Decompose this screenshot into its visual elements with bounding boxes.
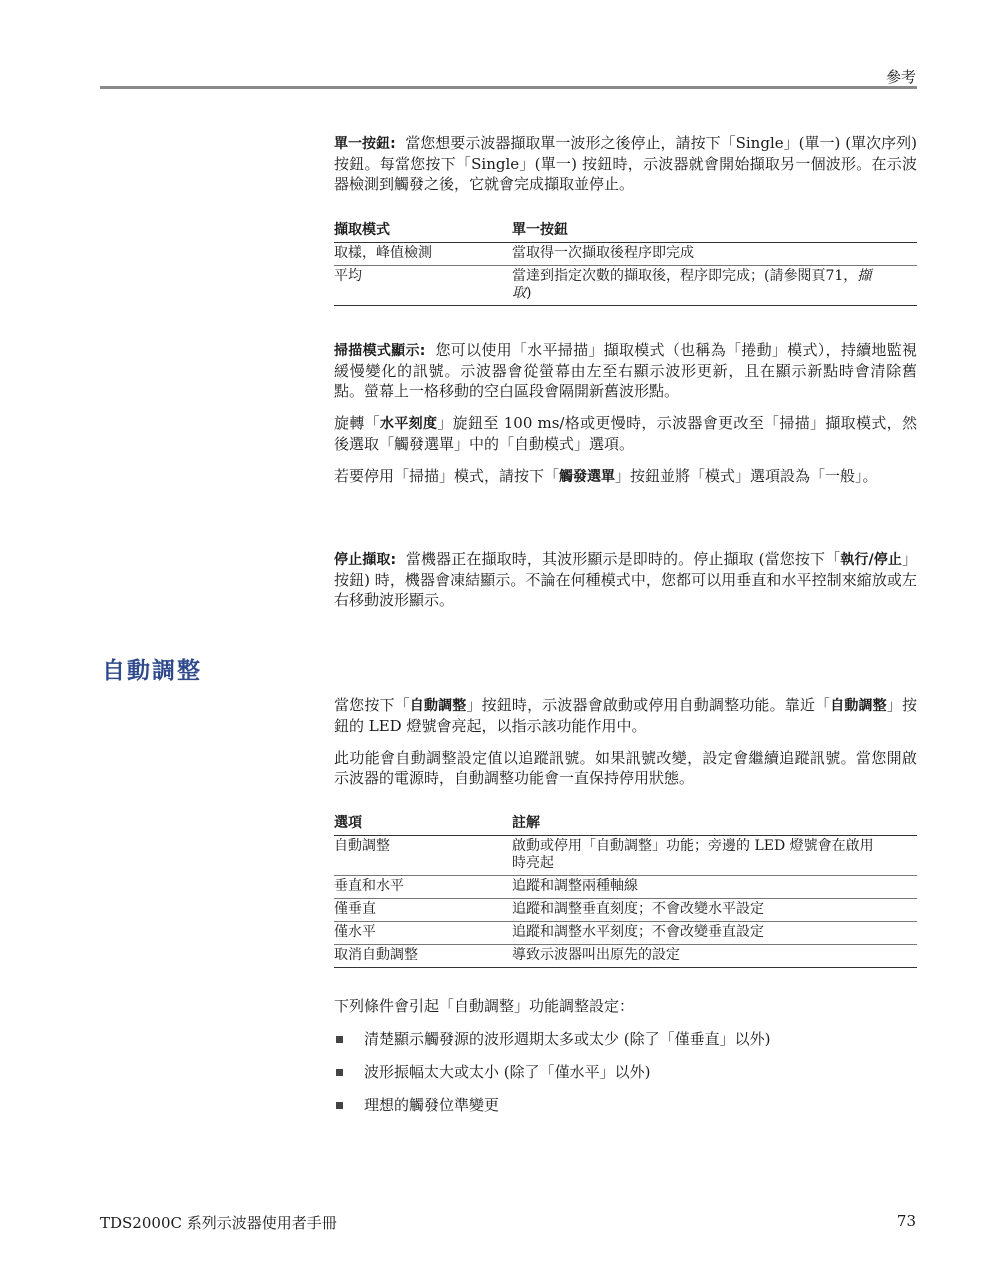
table-cell-note: 追蹤和調整兩種軸線 — [512, 876, 917, 899]
list-item — [334, 1095, 917, 1115]
text: 」按鈕並將「模式」選項設為「一般」。 — [615, 467, 878, 485]
square-bullet-icon — [336, 1102, 343, 1109]
list-item-text: 理想的觸發位準變更 — [364, 1096, 500, 1114]
acquisition-mode-table — [334, 219, 917, 306]
conditions-intro-block — [334, 996, 917, 1016]
scan-mode-text: 您可以使用「水平掃描」擷取模式（也稱為「捲動」模式），持續地監視緩慢變化的訊號。示波器會從螢幕由左至右顯示波形更新，且在顯示新點時會清除舊點。螢幕上一格移動的空白區段會隔開新舊波形點。 — [334, 341, 917, 400]
single-button-section — [334, 133, 917, 194]
autorange-heading: 自動調整 — [102, 658, 202, 684]
table-cell-option: 垂直和水平 — [334, 876, 512, 899]
table-cell-desc: 當取得一次擷取後程序即完成 — [512, 243, 917, 266]
table-header-cell: 擷取模式 — [334, 219, 512, 243]
text: 」按鈕) 時，機器會凍結顯示。不論在何種模式中，您都可以用垂直和水平控制來縮放或左右移動波形顯示。 — [334, 550, 917, 609]
square-bullet-icon — [336, 1036, 343, 1043]
single-button-term: 單一按鈕: — [334, 136, 396, 152]
conditions-intro: 下列條件會引起「自動調整」功能調整設定： — [334, 997, 635, 1015]
text: 」按鈕時，示波器會啟動或停用自動調整功能。靠近「 — [466, 696, 831, 714]
desc-text-end: ) — [526, 285, 532, 301]
horizontal-scale-label: 水平刻度 — [380, 416, 438, 432]
table-cell-option: 自動調整 — [334, 836, 512, 876]
table-cell-desc — [512, 266, 917, 306]
table-cell-mode: 平均 — [334, 266, 512, 306]
footer-page-number: 73 — [896, 1212, 916, 1230]
autorange-section — [334, 695, 917, 788]
single-button-text: 當您想要示波器擷取單一波形之後停止，請按下「Single」(單一) (單次序列) 按鈕。每當您按下「Single」(單一) 按鈕時，示波器就會開始擷取另一個波形。在示波器檢測到觸發之後，它就會完成擷取並停止。 — [334, 134, 917, 193]
text: 」旋鈕至 100 ms/格或更慢時，示波器會更改至「掃描」擷取模式，然後選取「觸發選單」中的「自動模式」選項。 — [334, 414, 918, 453]
autorange-options-table — [334, 812, 917, 968]
table-header-row — [334, 812, 917, 836]
table-row — [334, 243, 917, 266]
table-header-cell: 選項 — [334, 812, 512, 836]
autorange-label: 自動調整 — [830, 698, 887, 714]
table-row — [334, 836, 917, 876]
text: 若要停用「掃描」模式，請按下「 — [334, 467, 560, 485]
footer-manual-title: TDS2000C 系列示波器使用者手冊 — [100, 1214, 337, 1232]
scan-mode-section — [334, 340, 917, 487]
text: 當機器正在擷取時，其波形顯示是即時的。停止擷取 (當您按下「 — [405, 550, 841, 568]
text: 旋轉「 — [334, 414, 380, 432]
square-bullet-icon — [336, 1069, 343, 1076]
list-item — [334, 1029, 917, 1049]
desc-text: 當達到指定次數的擷取後，程序即完成；(請參閱頁71， — [512, 268, 858, 284]
stop-acquisition-term: 停止擷取: — [334, 552, 397, 568]
autorange-paragraph-1 — [334, 695, 917, 736]
conditions-list — [334, 1029, 917, 1128]
table-cell-note: 啟動或停用「自動調整」功能；旁邊的 LED 燈號會在啟用時亮起 — [512, 836, 917, 876]
table-cell-note: 追蹤和調整水平刻度；不會改變垂直設定 — [512, 922, 917, 945]
table-cell-option: 取消自動調整 — [334, 945, 512, 968]
scan-mode-term: 掃描模式顯示: — [334, 343, 426, 359]
list-item-text: 波形振幅太大或太小 (除了「僅水平」以外) — [364, 1063, 651, 1081]
table-cell-note: 導致示波器叫出原先的設定 — [512, 945, 917, 968]
single-button-paragraph — [334, 133, 917, 194]
list-item-text: 清楚顯示觸發源的波形週期太多或太少 (除了「僅垂直」以外) — [364, 1030, 771, 1048]
table-cell-note: 追蹤和調整垂直刻度；不會改變水平設定 — [512, 899, 917, 922]
text: 」按鈕的 LED 燈號會亮起，以指示該功能作用中。 — [334, 696, 918, 735]
table-header-cell: 單一按鈕 — [512, 219, 917, 243]
autorange-paragraph-2: 此功能會自動調整設定值以追蹤訊號。如果訊號改變，設定會繼續追蹤訊號。當您開啟示波器的電源時，自動調整功能會一直保持停用狀態。 — [334, 749, 917, 787]
table-row — [334, 266, 917, 306]
table-header-row — [334, 219, 917, 243]
header-rule — [100, 86, 917, 89]
table-cell-mode: 取樣，峰值檢測 — [334, 243, 512, 266]
run-stop-label: 執行/停止 — [840, 552, 902, 568]
horizontal-scale-paragraph — [334, 413, 917, 454]
table-row — [334, 876, 917, 899]
table-row — [334, 945, 917, 968]
table-row — [334, 922, 917, 945]
scan-mode-paragraph — [334, 340, 917, 401]
table-cell-option: 僅水平 — [334, 922, 512, 945]
list-item — [334, 1062, 917, 1082]
table-row — [334, 899, 917, 922]
disable-scan-paragraph — [334, 466, 917, 487]
table-cell-option: 僅垂直 — [334, 899, 512, 922]
trigger-menu-label: 觸發選單 — [559, 469, 616, 485]
text: 當您按下「 — [334, 696, 410, 714]
stop-acquisition-section — [334, 549, 917, 610]
table-header-cell: 註解 — [512, 812, 917, 836]
autorange-label: 自動調整 — [409, 698, 467, 714]
page-section-label: 參考 — [885, 68, 916, 86]
cross-reference-link[interactable]: 擷取 — [512, 268, 872, 301]
stop-acquisition-paragraph — [334, 549, 917, 610]
